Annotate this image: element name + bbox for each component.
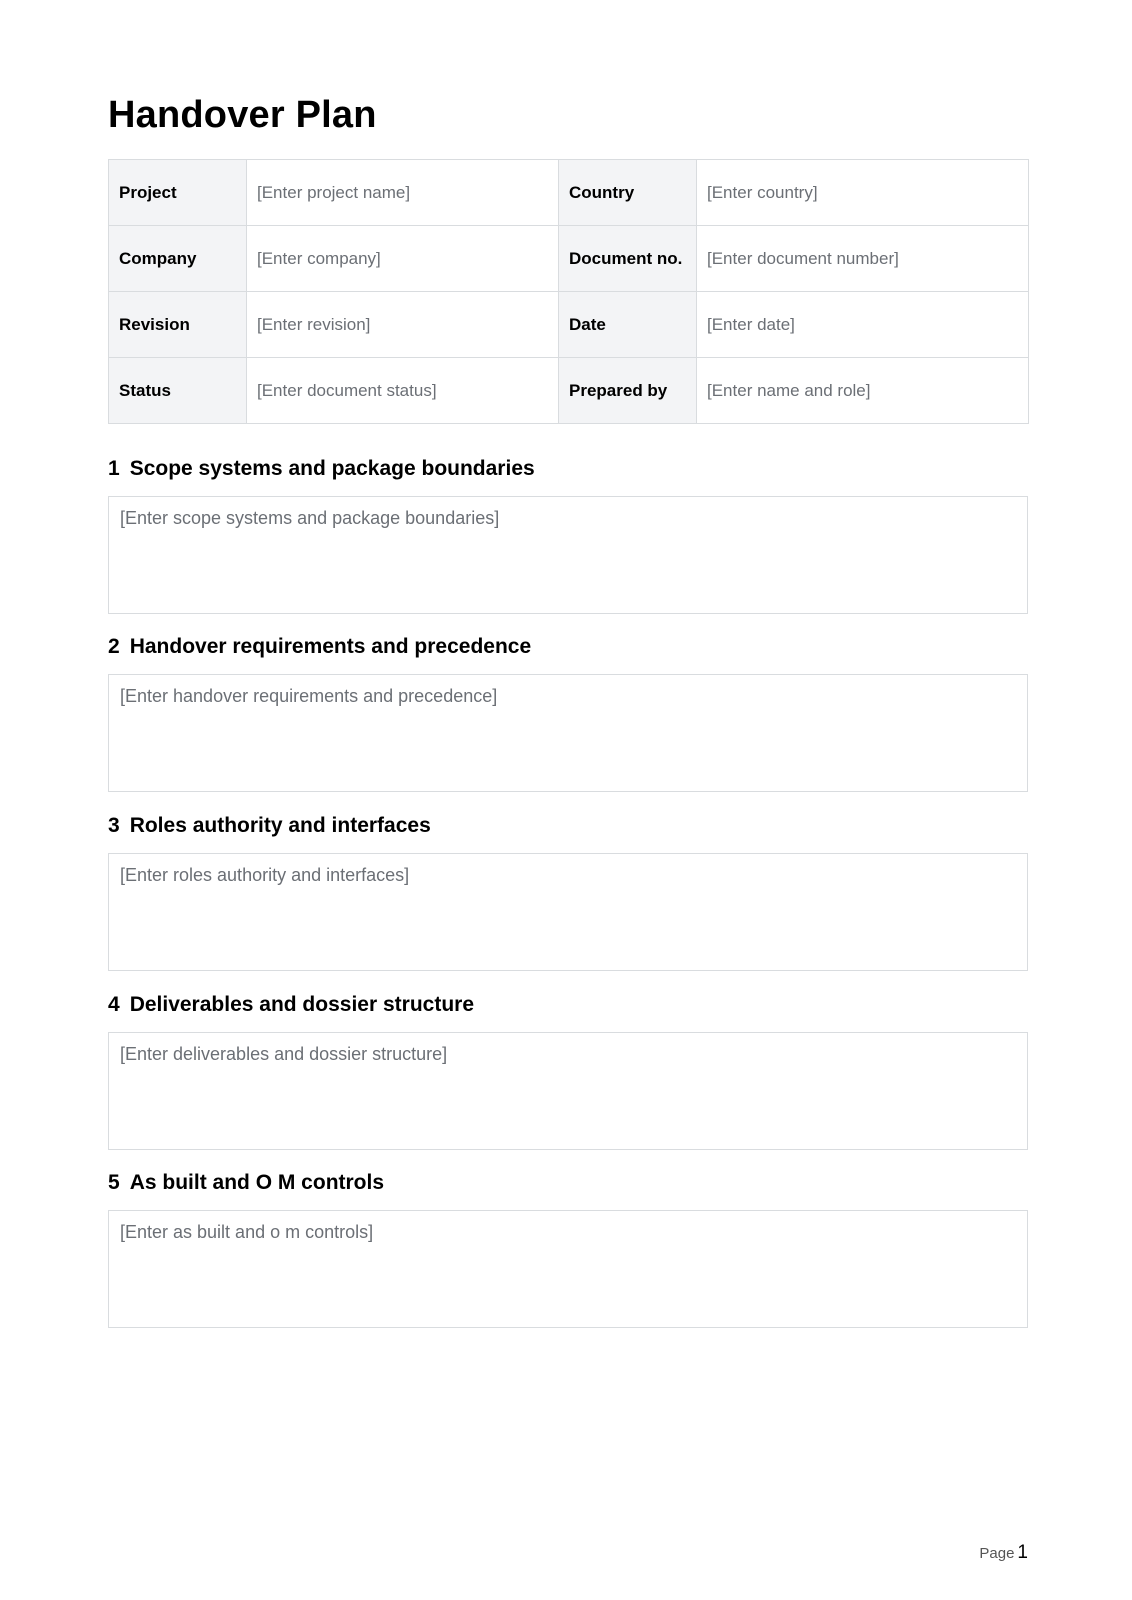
document-info-table xyxy=(108,159,1029,424)
prepared-by-label: Prepared by xyxy=(559,358,697,424)
section-title: As built and O M controls xyxy=(129,1171,385,1194)
country-field[interactable]: [Enter country] xyxy=(697,160,1029,226)
section-heading xyxy=(108,454,1028,484)
table-row xyxy=(109,160,1029,226)
section-title: Scope systems and package boundaries xyxy=(129,457,535,480)
prepared-by-field[interactable]: [Enter name and role] xyxy=(697,358,1029,424)
table-row xyxy=(109,358,1029,424)
status-label: Status xyxy=(109,358,247,424)
section-number: 5 xyxy=(108,1171,120,1194)
handover-requirements-text-area[interactable]: [Enter handover requirements and precedence] xyxy=(108,674,1028,792)
section-number: 2 xyxy=(108,635,120,658)
company-label: Company xyxy=(109,226,247,292)
roles-text-area[interactable]: [Enter roles authority and interfaces] xyxy=(108,853,1028,971)
section-heading xyxy=(108,990,1028,1020)
section-heading xyxy=(108,811,1028,841)
page-label: Page xyxy=(979,1545,1015,1562)
section-number: 3 xyxy=(108,814,120,837)
revision-field[interactable]: [Enter revision] xyxy=(247,292,559,358)
section-number: 1 xyxy=(108,457,120,480)
deliverables-text-area[interactable]: [Enter deliverables and dossier structure] xyxy=(108,1032,1028,1150)
table-row xyxy=(109,292,1029,358)
document-number-field[interactable]: [Enter document number] xyxy=(697,226,1029,292)
scope-text-area[interactable]: [Enter scope systems and package boundaries] xyxy=(108,496,1028,614)
section-heading xyxy=(108,632,1028,662)
date-label: Date xyxy=(559,292,697,358)
section-title: Handover requirements and precedence xyxy=(129,635,532,658)
section-number: 4 xyxy=(108,993,120,1016)
company-field[interactable]: [Enter company] xyxy=(247,226,559,292)
section-title: Roles authority and interfaces xyxy=(129,814,431,837)
document-title: Handover Plan xyxy=(108,94,377,136)
date-field[interactable]: [Enter date] xyxy=(697,292,1029,358)
project-name-field[interactable]: [Enter project name] xyxy=(247,160,559,226)
section-roles xyxy=(108,811,1028,971)
document-number-label: Document no. xyxy=(559,226,697,292)
section-title: Deliverables and dossier structure xyxy=(129,993,474,1016)
document-status-field[interactable]: [Enter document status] xyxy=(247,358,559,424)
section-deliverables xyxy=(108,990,1028,1150)
country-label: Country xyxy=(559,160,697,226)
section-heading xyxy=(108,1168,1028,1198)
table-row xyxy=(109,226,1029,292)
section-as-built xyxy=(108,1168,1028,1328)
as-built-text-area[interactable]: [Enter as built and o m controls] xyxy=(108,1210,1028,1328)
page-number-value: 1 xyxy=(1017,1542,1028,1563)
section-scope xyxy=(108,454,1028,614)
section-handover-requirements xyxy=(108,632,1028,792)
project-label: Project xyxy=(109,160,247,226)
page-number xyxy=(979,1542,1028,1564)
revision-label: Revision xyxy=(109,292,247,358)
